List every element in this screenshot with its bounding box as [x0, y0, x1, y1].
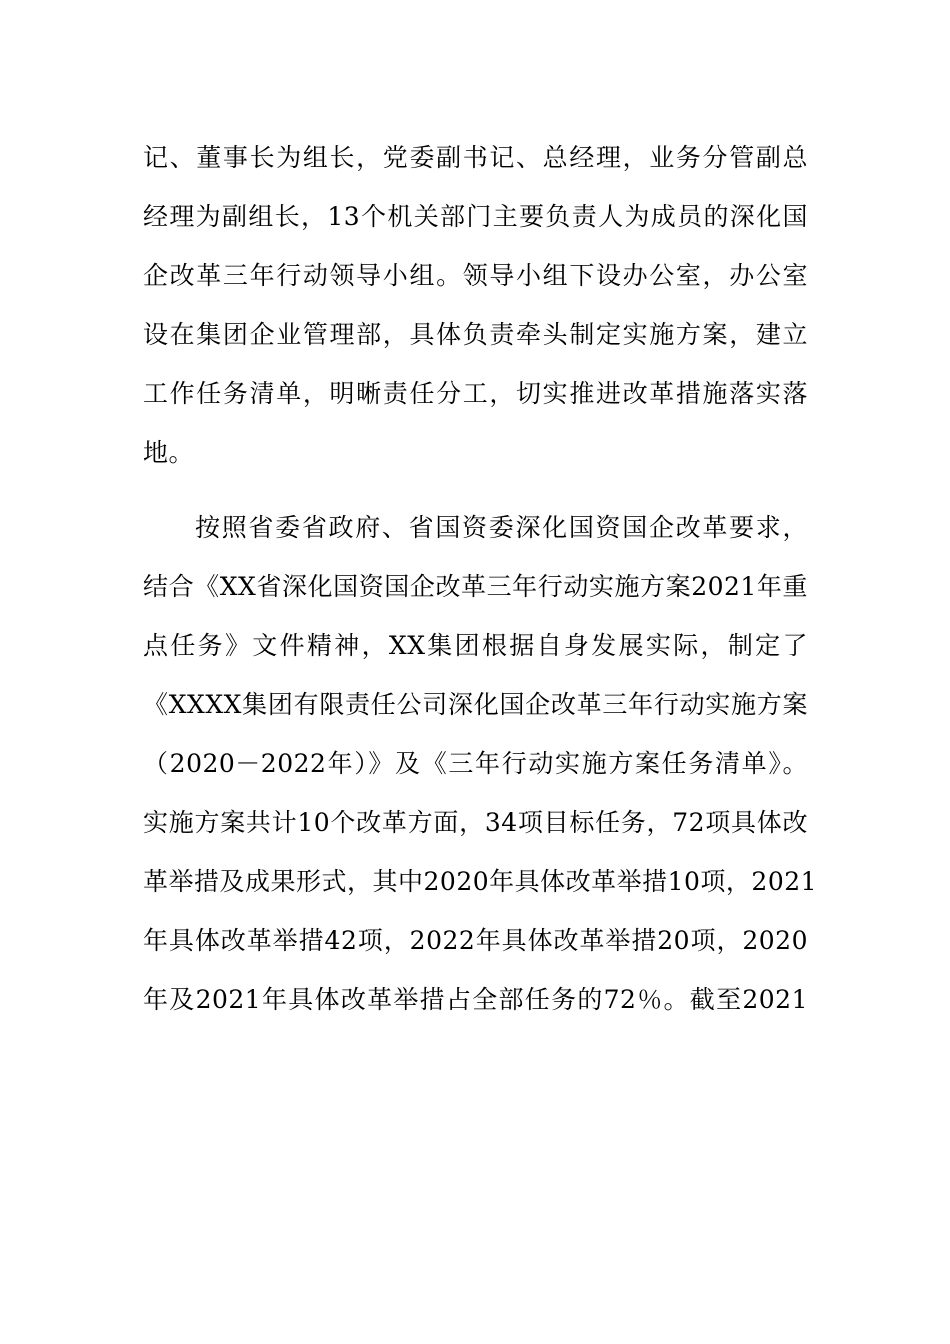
text-line: 企改革三年行动领导小组。领导小组下设办公室，办公室: [143, 261, 808, 290]
text-line: 设在集团企业管理部，具体负责牵头制定实施方案，建立: [143, 320, 808, 349]
text-line: 地。: [143, 438, 195, 467]
text-line: 年及2021年具体改革举措占全部任务的72％。截至2021: [143, 985, 808, 1014]
text-line: 经理为副组长，13个机关部门主要负责人为成员的深化国: [143, 202, 808, 231]
text-line: 结合《XX省深化国资国企改革三年行动实施方案2021年重: [143, 572, 808, 601]
text-line: 记、董事长为组长，党委副书记、总经理，业务分管副总: [143, 143, 808, 172]
text-line: 《XXXX集团有限责任公司深化国企改革三年行动实施方案: [143, 690, 808, 719]
text-line: （2020－2022年）》及《三年行动实施方案任务清单》。: [143, 749, 808, 778]
body-text: [143, 128, 818, 1029]
text-line: 革举措及成果形式，其中2020年具体改革举措10项，2021: [143, 867, 818, 896]
text-line: 实施方案共计10个改革方面，34项目标任务，72项具体改: [143, 808, 808, 837]
text-line: 点任务》文件精神，XX集团根据自身发展实际，制定了: [143, 631, 808, 660]
text-line: 按照省委省政府、省国资委深化国资国企改革要求，: [195, 513, 808, 542]
text-line: 工作任务清单，明晰责任分工，切实推进改革措施落实落: [143, 379, 808, 408]
text-line: 年具体改革举措42项，2022年具体改革举措20项，2020: [143, 926, 808, 955]
